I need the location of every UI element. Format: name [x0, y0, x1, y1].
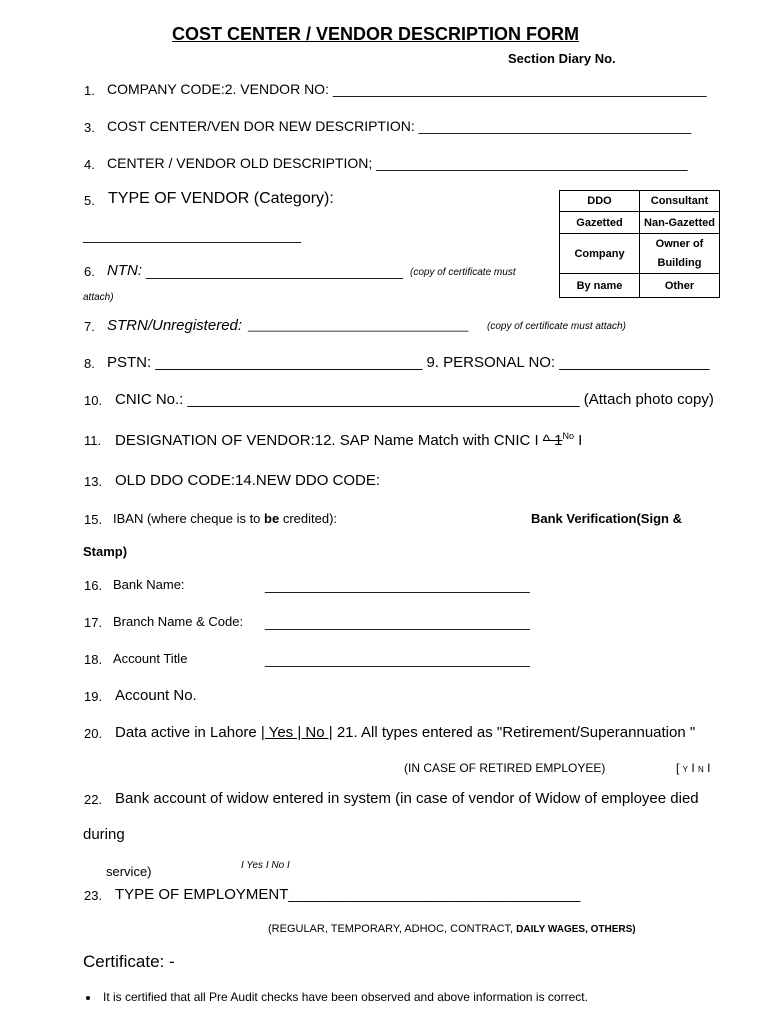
pstn-personal-no-field: PSTN: ________________________________ 9. PERSONAL NO: __________________	[107, 354, 710, 371]
row-number: 22.	[84, 792, 103, 807]
sap-match-end: I	[578, 432, 583, 449]
category-cell: Owner of Building	[640, 234, 720, 274]
ntn-label: NTN:	[107, 262, 142, 279]
widow-service-text: service)	[106, 864, 152, 879]
category-cell: Nan-Gazetted	[640, 212, 720, 234]
row-number: 15.	[84, 512, 103, 527]
iban-text-c: credited):	[279, 511, 338, 526]
old-description-field: CENTER / VENDOR OLD DESCRIPTION; ________________________________________	[107, 155, 688, 171]
row-number: 19.	[84, 689, 103, 704]
employment-options-b: DAILY WAGES, OTHERS)	[516, 924, 636, 935]
widow-account-field: Bank account of widow entered in system (in case of vendor of Widow of employee died	[115, 790, 699, 807]
row-number: 3.	[84, 120, 95, 135]
vendor-category-table	[559, 190, 720, 298]
ddo-code-field: OLD DDO CODE:14.NEW DDO CODE:	[115, 472, 381, 489]
branch-name-line: __________________________________	[265, 614, 530, 630]
row-number: 18.	[84, 652, 103, 667]
form-title: COST CENTER / VENDOR DESCRIPTION FORM	[172, 24, 580, 44]
ntn-note: (copy of certificate must	[410, 267, 516, 278]
strn-note: (copy of certificate must attach)	[487, 321, 626, 332]
yn-open: [	[676, 761, 683, 775]
employment-options	[268, 923, 636, 935]
iban-text-a: IBAN (where cheque is to	[113, 511, 265, 526]
category-cell: Consultant	[640, 191, 720, 212]
row-number: 6.	[84, 264, 95, 279]
row-number: 10.	[84, 393, 103, 408]
ntn-line: _________________________________	[146, 263, 403, 279]
certificate-statement: It is certified that all Pre Audit checks have been observed and above information is correct.	[103, 990, 588, 1004]
row-number: 16.	[84, 578, 103, 593]
bank-verification-label: Bank Verification(Sign &	[531, 511, 682, 526]
certificate-heading: Certificate: -	[83, 952, 175, 971]
strn-label: STRN/Unregistered:	[107, 317, 243, 334]
ntn-note-continued: attach)	[83, 292, 114, 303]
category-cell: Company	[560, 234, 640, 274]
section-diary-label: Section Diary No.	[508, 51, 616, 66]
yn-n: N	[698, 765, 704, 774]
row-number: 5.	[84, 193, 95, 208]
account-no-label: Account No.	[115, 687, 197, 704]
stamp-label: Stamp)	[83, 544, 128, 559]
sap-match-mark: ^ 1	[542, 432, 563, 449]
widow-during-text: during	[83, 826, 125, 843]
company-code-vendor-no-field: COMPANY CODE:2. VENDOR NO: ________________________________________________	[107, 81, 707, 97]
row-number: 23.	[84, 888, 103, 903]
data-active-text: Data active in Lahore	[115, 724, 261, 741]
yn-y: Y	[682, 765, 689, 774]
category-cell: By name	[560, 274, 640, 298]
row-number: 4.	[84, 157, 95, 172]
type-of-vendor-label: TYPE OF VENDOR (Category):	[108, 190, 334, 207]
new-description-field: COST CENTER/VEN DOR NEW DESCRIPTION: ___________________________________	[107, 118, 692, 134]
widow-yes-no: I Yes I No I	[241, 860, 290, 871]
iban-label	[113, 511, 337, 526]
iban-text-b: be	[264, 511, 280, 526]
bank-name-label: Bank Name:	[113, 577, 185, 592]
row-number: 8.	[84, 356, 95, 371]
account-title-label: Account Title	[113, 651, 188, 666]
row-number: 1.	[84, 83, 95, 98]
data-active-yes-no: | Yes | No |	[260, 724, 333, 741]
bullet-icon	[86, 996, 90, 1000]
category-cell: DDO	[560, 191, 640, 212]
strn-line: _________________________________	[248, 318, 469, 332]
designation-text: DESIGNATION OF VENDOR:12. SAP Name Match with CNIC I	[115, 432, 539, 449]
yn-end: I	[703, 761, 711, 775]
branch-name-label: Branch Name & Code:	[113, 614, 244, 629]
row-number: 11.	[84, 433, 102, 448]
row-number: 7.	[84, 319, 95, 334]
row-number: 20.	[84, 726, 103, 741]
retired-employee-note: (IN CASE OF RETIRED EMPLOYEE)	[404, 761, 606, 775]
sap-match-no: No	[562, 431, 574, 441]
type-of-vendor-line: ____________________________	[83, 227, 302, 243]
designation-sap-match-field	[115, 431, 582, 449]
employment-options-a: (REGULAR, TEMPORARY, ADHOC, CONTRACT,	[268, 923, 517, 935]
bank-name-line: __________________________________	[265, 577, 530, 593]
account-title-line: __________________________________	[265, 651, 530, 667]
type-of-employment-field: TYPE OF EMPLOYMENT___________________________________	[115, 886, 581, 903]
data-active-lahore-field	[115, 724, 695, 741]
retirement-text: 21. All types entered as "Retirement/Superannuation "	[332, 724, 696, 741]
yn-sep: I	[688, 761, 699, 775]
retired-yes-no	[676, 761, 710, 775]
cnic-field: CNIC No.: _______________________________________________ (Attach photo copy)	[115, 391, 714, 408]
row-number: 17.	[84, 615, 103, 630]
category-cell: Gazetted	[560, 212, 640, 234]
category-cell: Other	[640, 274, 720, 298]
row-number: 13.	[84, 474, 103, 489]
